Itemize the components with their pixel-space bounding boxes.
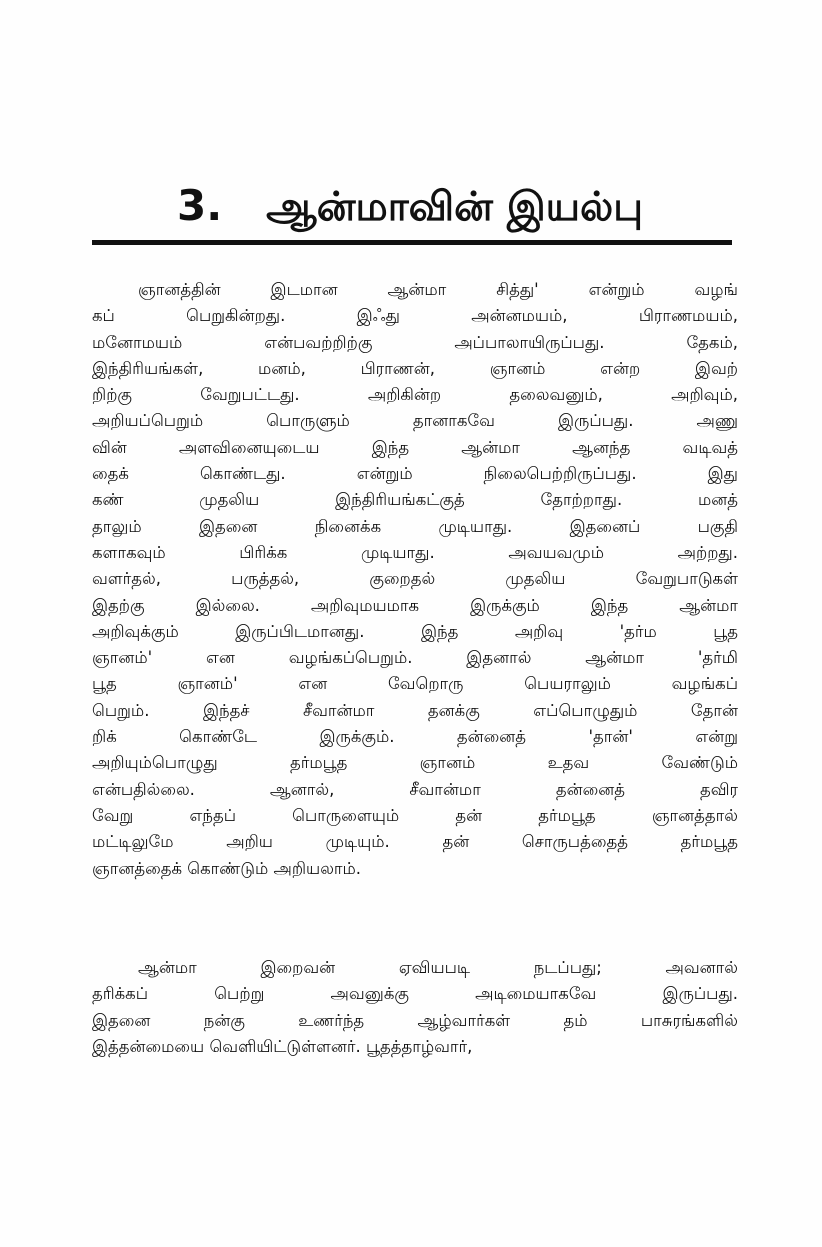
paragraph-line: றிற்கு வேறுபட்டது. அறிகின்ற தலைவனும், அறிவும், xyxy=(92,385,738,405)
paragraph-line: இதனை நன்கு உணர்ந்த ஆழ்வார்கள் தம் பாசுரங்களில் xyxy=(92,1010,738,1030)
paragraph-line: கண் முதலிய இந்திரியங்கட்குத் தோற்றாது. மனத் xyxy=(92,490,738,510)
paragraph-line: அறியப்பெறும் பொருளும் தானாகவே இருப்பது. அணு xyxy=(92,411,738,431)
paragraph-line: அறிவுக்கும் இருப்பிடமானது. இந்த அறிவு 'தர்ம பூத xyxy=(92,621,738,641)
paragraph-line: தாலும் இதனை நினைக்க முடியாது. இதனைப் பகுதி xyxy=(92,516,738,536)
paragraph-line: இந்திரியங்கள், மனம், பிராணன், ஞானம் என்ற இவற் xyxy=(92,358,738,378)
paragraph-line: இதற்கு இல்லை. அறிவுமயமாக இருக்கும் இந்த ஆன்மா xyxy=(92,595,738,615)
paragraph-1 xyxy=(92,277,738,882)
paragraph-line: வின் அளவினையுடைய இந்த ஆன்மா ஆனந்த வடிவத் xyxy=(92,437,738,457)
paragraph-line: கப் பெறுகின்றது. இஃது அன்னமயம், பிராணமயம், xyxy=(92,306,738,326)
chapter-heading xyxy=(90,178,730,235)
paragraph-line: ஞானத்தைக் கொண்டும் அறியலாம். xyxy=(92,858,362,878)
paragraph-line: தைக் கொண்டது. என்றும் நிலைபெற்றிருப்பது. இது xyxy=(92,464,738,484)
paragraph-line: பூத ஞானம்' என வேறொரு பெயராலும் வழங்கப் xyxy=(92,674,738,694)
paragraph-line: மனோமயம் என்பவற்றிற்கு அப்பாலாயிருப்பது. தேகம், xyxy=(92,332,738,352)
chapter-number: 3. xyxy=(176,181,223,230)
paragraph-2 xyxy=(92,955,738,1060)
paragraph-line: களாகவும் பிரிக்க முடியாது. அவயவமும் அற்றது. xyxy=(92,542,738,562)
paragraph-line: ஆன்மா இறைவன் ஏவியபடி நடப்பது; அவனால் xyxy=(138,958,738,977)
paragraph-line: ஞானம்' என வழங்கப்பெறும். இதனால் ஆன்மா 'தர்மி xyxy=(92,648,738,668)
paragraph-line: அறியும்பொழுது தர்மபூத ஞானம் உதவ வேண்டும் xyxy=(92,753,738,773)
paragraph-line: வேறு எந்தப் பொருளையும் தன் தர்மபூத ஞானத்தால் xyxy=(92,805,738,825)
chapter-title: ஆன்மாவின் இயல்பு xyxy=(266,184,644,230)
paragraph-line: றிக் கொண்டே இருக்கும். தன்னைத் 'தான்' என்று xyxy=(92,727,738,747)
paragraph-line: இத்தன்மையை வெளியிட்டுள்ளனர். பூதத்தாழ்வார், xyxy=(92,1036,473,1056)
paragraph-line: என்பதில்லை. ஆனால், சீவான்மா தன்னைத் தவிர xyxy=(92,779,738,799)
paragraph-line: பெறும். இந்தச் சீவான்மா தனக்கு எப்பொழுதும் தோன் xyxy=(92,700,738,720)
paragraph-line: மட்டிலுமே அறிய முடியும். தன் சொருபத்தைத் தர்மபூத xyxy=(92,832,738,852)
paragraph-line: ஞானத்தின் இடமான ஆன்மா சித்து' என்றும் வழங் xyxy=(138,280,738,299)
title-underline xyxy=(92,240,732,245)
paragraph-line: தரிக்கப் பெற்று அவனுக்கு அடிமையாகவே இருப்பது. xyxy=(92,984,738,1004)
paragraph-line: வளர்தல், பருத்தல், குறைதல் முதலிய வேறுபாடுகள் xyxy=(92,569,738,589)
